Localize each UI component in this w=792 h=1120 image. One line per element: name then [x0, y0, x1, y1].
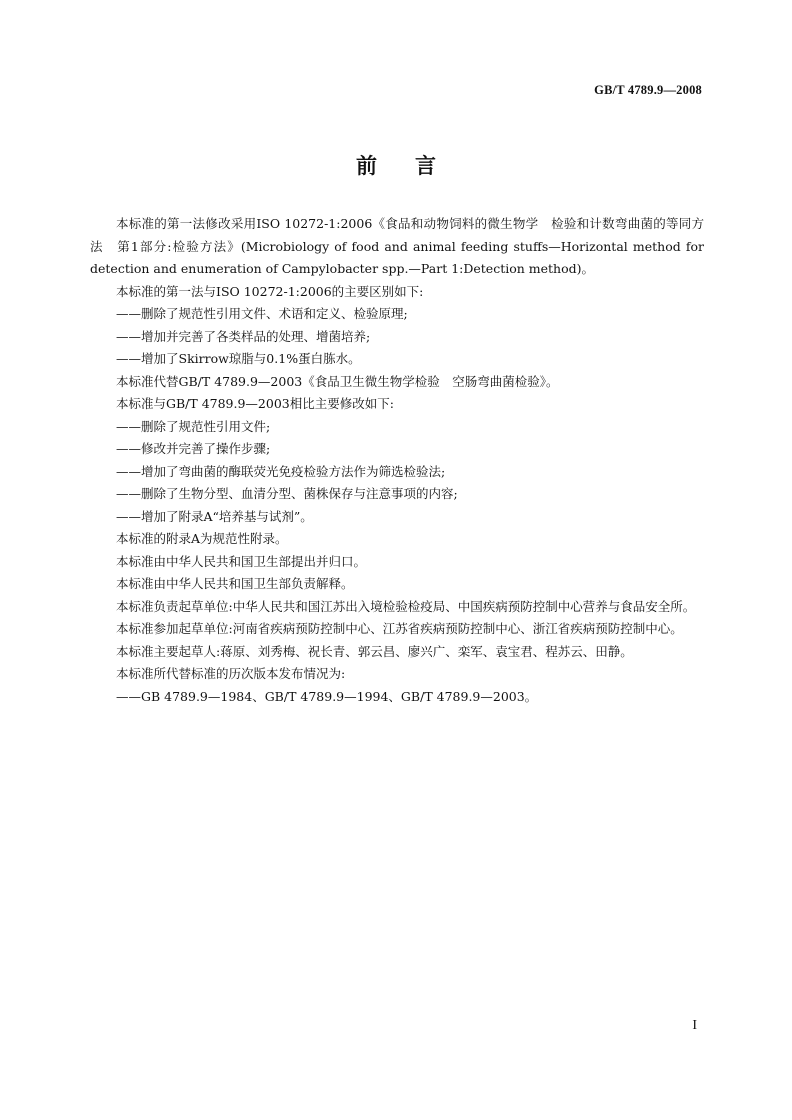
paragraph-history-intro: 本标准所代替标准的历次版本发布情况为:: [116, 666, 346, 681]
page-number: I: [692, 1018, 697, 1033]
list-item: ——删除了规范性引用文件;: [116, 418, 271, 434]
list-item: ——增加了附录A“培养基与试剂”。: [116, 508, 313, 524]
list-item: ——增加并完善了各类样品的处理、增菌培养;: [116, 328, 371, 344]
paragraph-annex: 本标准的附录A为规范性附录。: [116, 531, 288, 546]
list-item: ——增加了弯曲菌的酶联荧光免疫检验方法作为筛选检验法;: [116, 463, 446, 479]
list-item: ——修改并完善了操作步骤;: [116, 441, 271, 456]
paragraph-adoption: 本标准的第一法修改采用ISO 10272-1:2006《食品和动物饲料的微生物学 检验和计数弯曲菌的等同方法 第1部分:检验方法》(Microbiology of food and animal feeding stuffs—Horizontal method for detection and enumeration of Campylobacter spp.—Part 1:Detection method)。: [90, 216, 704, 276]
paragraph-changes-intro: 本标准与GB/T 4789.9—2003相比主要修改如下:: [116, 396, 394, 411]
paragraph-drafting-unit: 本标准负责起草单位:中华人民共和国江苏出入境检验检疫局、中国疾病预防控制中心营养与食品安全所。: [116, 598, 696, 614]
list-item: ——删除了规范性引用文件、术语和定义、检验原理;: [116, 306, 408, 321]
page-title: 前言: [356, 154, 474, 178]
list-item: ——GB 4789.9—1984、GB/T 4789.9—1994、GB/T 4789.9—2003。: [116, 688, 538, 704]
list-item: ——删除了生物分型、血清分型、菌株保存与注意事项的内容;: [116, 486, 458, 501]
paragraph-replaces: 本标准代替GB/T 4789.9—2003《食品卫生微生物学检验 空肠弯曲菌检验》。: [116, 373, 559, 389]
standard-code: GB/T 4789.9—2008: [594, 83, 702, 97]
list-item: ——增加了Skirrow琼脂与0.1%蛋白胨水。: [116, 351, 361, 366]
paragraph-drafters: 本标准主要起草人:蒋原、刘秀梅、祝长青、郭云昌、廖兴广、栾军、袁宝君、程苏云、田静。: [116, 643, 633, 659]
paragraph-interpreted-by: 本标准由中华人民共和国卫生部负责解释。: [116, 576, 354, 591]
paragraph-participating-units: 本标准参加起草单位:河南省疾病预防控制中心、江苏省疾病预防控制中心、浙江省疾病预防控制中心。: [116, 621, 683, 636]
paragraph-proposed-by: 本标准由中华人民共和国卫生部提出并归口。: [116, 553, 367, 569]
foreword-body: [90, 213, 704, 708]
paragraph-differences-intro: 本标准的第一法与ISO 10272-1:2006的主要区别如下:: [116, 283, 424, 299]
